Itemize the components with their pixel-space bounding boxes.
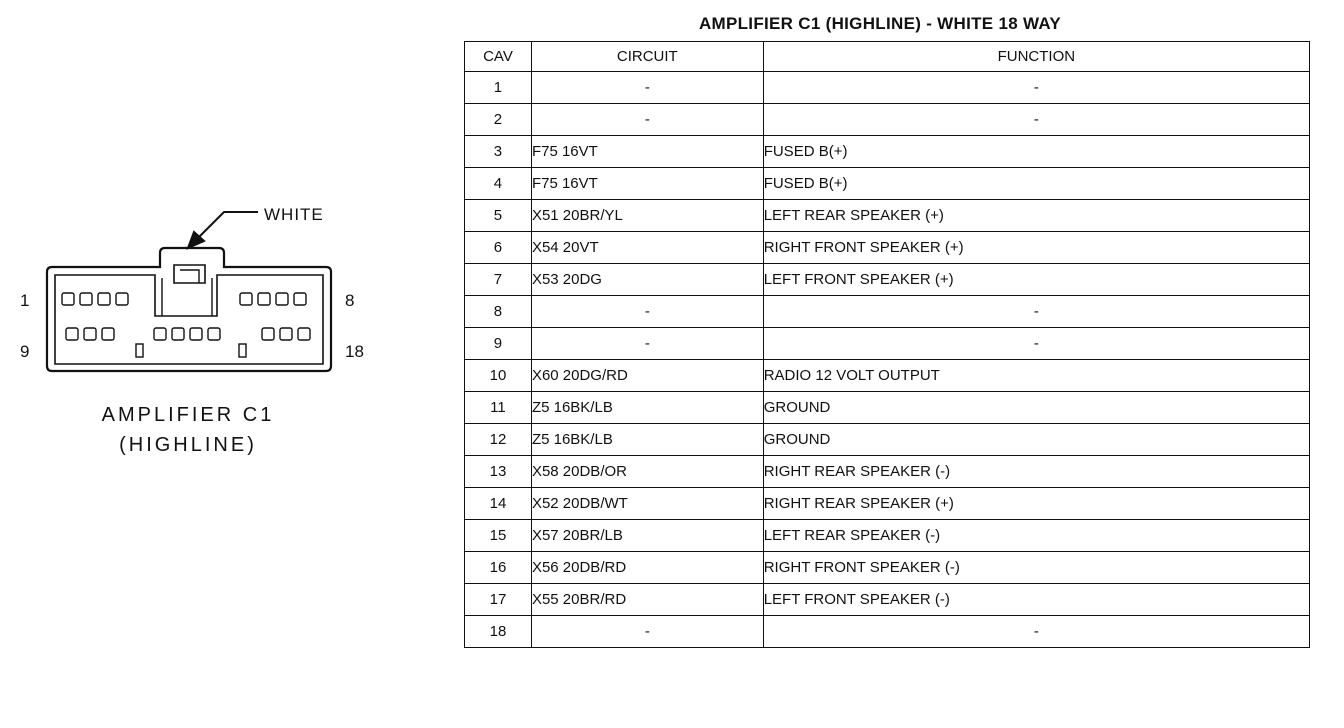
connector-housing <box>47 248 331 371</box>
cell-circuit: X60 20DG/RD <box>531 360 763 392</box>
table-row <box>465 72 1310 104</box>
header-cav: CAV <box>465 42 532 72</box>
cell-function: GROUND <box>763 392 1309 424</box>
cell-cav: 13 <box>465 456 532 488</box>
cell-circuit: X56 20DB/RD <box>531 552 763 584</box>
cell-cav: 1 <box>465 72 532 104</box>
cell-circuit: X53 20DG <box>531 264 763 296</box>
cell-cav: 5 <box>465 200 532 232</box>
cell-function: FUSED B(+) <box>763 136 1309 168</box>
cell-function: LEFT REAR SPEAKER (+) <box>763 200 1309 232</box>
table-row <box>465 136 1310 168</box>
pin-label-18: 18 <box>345 342 364 361</box>
table-row <box>465 168 1310 200</box>
cell-cav: 16 <box>465 552 532 584</box>
cell-circuit: - <box>531 616 763 648</box>
pin-label-8: 8 <box>345 291 355 310</box>
table-row <box>465 200 1310 232</box>
cell-circuit: F75 16VT <box>531 168 763 200</box>
cell-function: RIGHT FRONT SPEAKER (-) <box>763 552 1309 584</box>
cell-circuit: - <box>531 296 763 328</box>
cell-cav: 14 <box>465 488 532 520</box>
header-circuit: CIRCUIT <box>531 42 763 72</box>
cell-cav: 12 <box>465 424 532 456</box>
table-row <box>465 264 1310 296</box>
cell-circuit: X55 20BR/RD <box>531 584 763 616</box>
cell-function: LEFT REAR SPEAKER (-) <box>763 520 1309 552</box>
cell-cav: 18 <box>465 616 532 648</box>
cell-cav: 6 <box>465 232 532 264</box>
table-row <box>465 360 1310 392</box>
cell-circuit: - <box>531 104 763 136</box>
table-row <box>465 616 1310 648</box>
cell-cav: 8 <box>465 296 532 328</box>
cell-cav: 2 <box>465 104 532 136</box>
cell-circuit: X54 20VT <box>531 232 763 264</box>
cell-function: RIGHT FRONT SPEAKER (+) <box>763 232 1309 264</box>
table-row <box>465 328 1310 360</box>
cell-function: LEFT FRONT SPEAKER (-) <box>763 584 1309 616</box>
cell-circuit: F75 16VT <box>531 136 763 168</box>
callout-arrow <box>188 212 258 248</box>
cell-function: - <box>763 296 1309 328</box>
table-row <box>465 232 1310 264</box>
cell-function: - <box>763 104 1309 136</box>
cell-function: RIGHT REAR SPEAKER (+) <box>763 488 1309 520</box>
cell-circuit: X51 20BR/YL <box>531 200 763 232</box>
cell-function: - <box>763 328 1309 360</box>
cell-function: GROUND <box>763 424 1309 456</box>
table-row <box>465 584 1310 616</box>
pin-label-9: 9 <box>20 342 30 361</box>
table-row <box>465 424 1310 456</box>
cell-function: RADIO 12 VOLT OUTPUT <box>763 360 1309 392</box>
callout-label-white: WHITE <box>264 205 324 224</box>
cell-function: FUSED B(+) <box>763 168 1309 200</box>
pinout-table <box>464 41 1310 648</box>
table-header-row <box>465 42 1310 72</box>
cell-circuit: X58 20DB/OR <box>531 456 763 488</box>
table-row <box>465 104 1310 136</box>
pin-label-1: 1 <box>20 291 30 310</box>
cell-cav: 9 <box>465 328 532 360</box>
cell-cav: 10 <box>465 360 532 392</box>
cell-circuit: X57 20BR/LB <box>531 520 763 552</box>
cell-circuit: - <box>531 328 763 360</box>
cell-cav: 15 <box>465 520 532 552</box>
cell-function: LEFT FRONT SPEAKER (+) <box>763 264 1309 296</box>
table-title: AMPLIFIER C1 (HIGHLINE) - WHITE 18 WAY <box>698 14 1062 33</box>
terminal-cavities <box>62 293 310 357</box>
cell-cav: 7 <box>465 264 532 296</box>
diagram-caption-line1: AMPLIFIER C1 <box>101 404 275 426</box>
table-row <box>465 392 1310 424</box>
cell-function: RIGHT REAR SPEAKER (-) <box>763 456 1309 488</box>
table-row <box>465 552 1310 584</box>
cell-function: - <box>763 72 1309 104</box>
cell-circuit: Z5 16BK/LB <box>531 392 763 424</box>
cell-cav: 3 <box>465 136 532 168</box>
cell-circuit: X52 20DB/WT <box>531 488 763 520</box>
table-row <box>465 296 1310 328</box>
cell-cav: 17 <box>465 584 532 616</box>
header-function: FUNCTION <box>763 42 1309 72</box>
table-row <box>465 488 1310 520</box>
table-row <box>465 456 1310 488</box>
cell-cav: 11 <box>465 392 532 424</box>
diagram-caption-line2: (HIGHLINE) <box>119 434 257 456</box>
cell-function: - <box>763 616 1309 648</box>
table-row <box>465 520 1310 552</box>
cell-circuit: - <box>531 72 763 104</box>
cell-cav: 4 <box>465 168 532 200</box>
cell-circuit: Z5 16BK/LB <box>531 424 763 456</box>
